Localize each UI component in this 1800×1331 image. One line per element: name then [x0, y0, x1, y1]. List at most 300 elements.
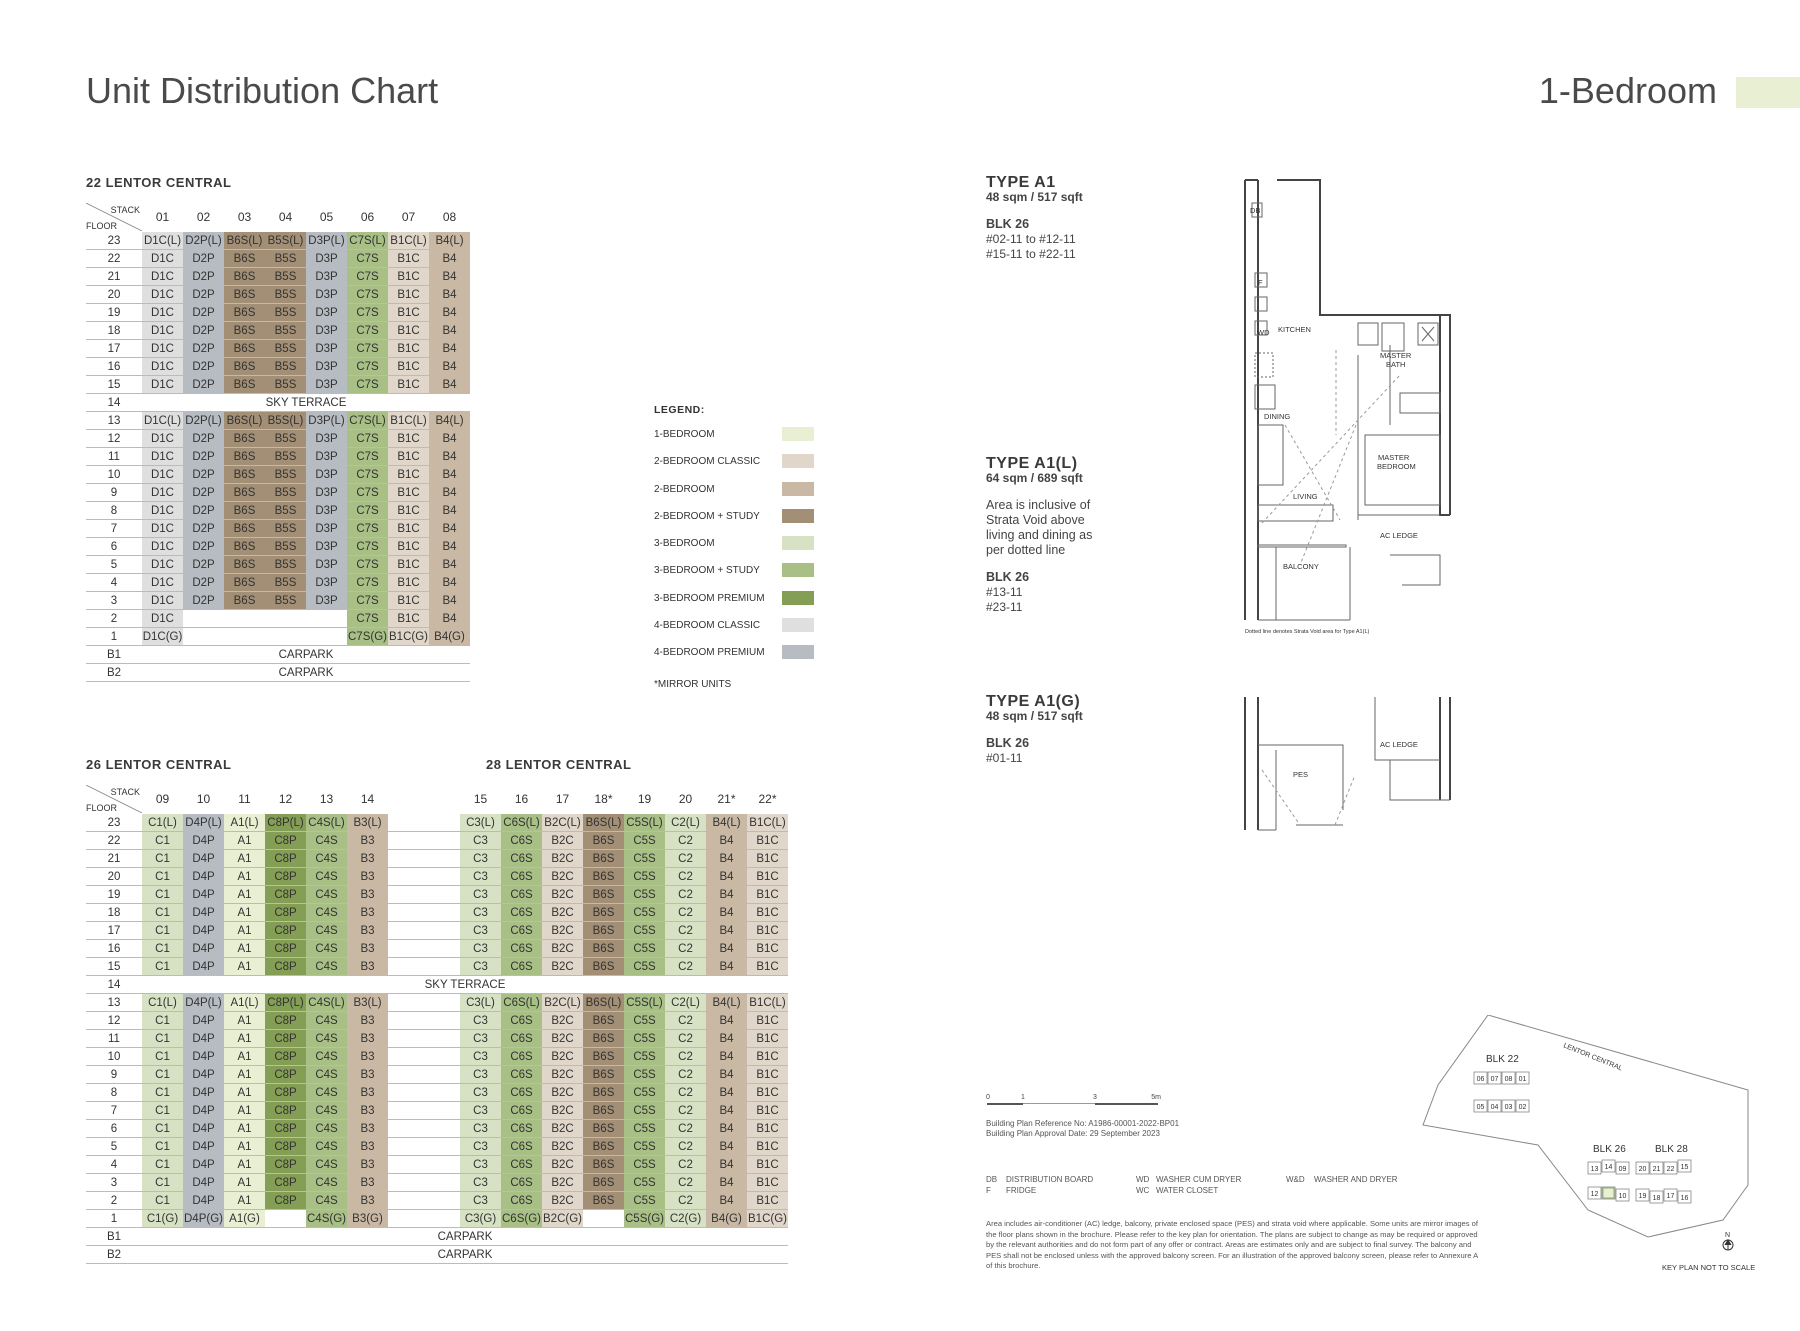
- unit-cell: B4: [706, 1030, 747, 1048]
- floor-number: 18: [86, 322, 142, 340]
- unit-cell: [306, 610, 347, 628]
- unit-cell: C4S(L): [306, 814, 347, 832]
- unit-cell: [388, 1048, 460, 1066]
- unit-cell: A1: [224, 904, 265, 922]
- unit-cell: B1C: [747, 886, 788, 904]
- unit-cell: D4P: [183, 1048, 224, 1066]
- unit-cell: C2: [665, 1192, 706, 1210]
- unit-cell: B5S: [265, 322, 306, 340]
- legend-label: 3-BEDROOM PREMIUM: [654, 592, 765, 604]
- unit-cell: [388, 1138, 460, 1156]
- stack-number: 11: [224, 785, 265, 814]
- unit-cell: C6S: [501, 1120, 542, 1138]
- unit-cell: C7S(L): [347, 232, 388, 250]
- unit-cell: B5S: [265, 340, 306, 358]
- unit-cell: C5S: [624, 1156, 665, 1174]
- plan-label-master-bedroom: MASTER: [1378, 453, 1410, 462]
- unit-cell: B3: [347, 1012, 388, 1030]
- unit-cell: B1C: [747, 1192, 788, 1210]
- unit-cell: B1C: [388, 250, 429, 268]
- unit-cell: A1: [224, 1120, 265, 1138]
- table-row: [86, 1138, 788, 1156]
- unit-cell: B4(G): [429, 628, 470, 646]
- unit-cell: D1C(L): [142, 412, 183, 430]
- unit-cell: B5S: [265, 304, 306, 322]
- unit-cell: B2C: [542, 1012, 583, 1030]
- unit-cell: B1C: [388, 376, 429, 394]
- floor-number: 9: [86, 1066, 142, 1084]
- unit-cell: B6S: [224, 250, 265, 268]
- unit-cell: B2C: [542, 850, 583, 868]
- unit-cell: C7S: [347, 250, 388, 268]
- unit-cell: B6S(L): [224, 232, 265, 250]
- row-span-label: CARPARK: [142, 1228, 788, 1246]
- unit-cell: C6S: [501, 940, 542, 958]
- unit-cell: C8P: [265, 940, 306, 958]
- keyplan-blk28: BLK 28: [1655, 1144, 1688, 1155]
- unit-cell: B2C: [542, 1192, 583, 1210]
- plan-label-kitchen: KITCHEN: [1278, 325, 1311, 334]
- north-arrow-icon: [1723, 1240, 1733, 1250]
- keyplan-unit-number: 12: [1590, 1191, 1599, 1198]
- stack-number: 08: [429, 203, 470, 232]
- unit-cell: C8P: [265, 1192, 306, 1210]
- unit-cell: B3(L): [347, 994, 388, 1012]
- unit-cell: C5S: [624, 904, 665, 922]
- legend-item: [654, 538, 814, 565]
- unit-cell: C4S: [306, 886, 347, 904]
- unit-cell: D3P(L): [306, 412, 347, 430]
- scale-tick-label: 5m: [1151, 1094, 1161, 1101]
- unit-cell: C3: [460, 958, 501, 976]
- unit-cell: B6S: [583, 1012, 624, 1030]
- unit-cell: B6S: [583, 1174, 624, 1192]
- unit-cell: B3: [347, 922, 388, 940]
- unit-cell: C4S(G): [306, 1210, 347, 1228]
- bp-date-line: Building Plan Approval Date: 29 September 2023: [986, 1129, 1160, 1138]
- unit-cell: B1C: [747, 832, 788, 850]
- unit-cell: C6S: [501, 958, 542, 976]
- unit-cell: B2C(L): [542, 994, 583, 1012]
- unit-cell: [183, 610, 224, 628]
- legend-note: *MIRROR UNITS: [654, 678, 732, 690]
- table-row: [86, 466, 470, 484]
- floor-number: 1: [86, 628, 142, 646]
- unit-cell: C7S(L): [347, 412, 388, 430]
- unit-cell: B1C(L): [747, 994, 788, 1012]
- unit-cell: B5S: [265, 520, 306, 538]
- unit-cell: D1C: [142, 448, 183, 466]
- floor-number: 11: [86, 1030, 142, 1048]
- unit-cell: D1C: [142, 574, 183, 592]
- keyplan-unit-number: 01: [1518, 1076, 1527, 1083]
- unit-cell: D1C(G): [142, 628, 183, 646]
- abbr-value: FRIDGE: [1006, 1186, 1037, 1195]
- unit-cell: B2C: [542, 1066, 583, 1084]
- unit-cell: A1: [224, 868, 265, 886]
- unit-cell: B2C: [542, 1156, 583, 1174]
- stack-label: STACK: [110, 205, 140, 215]
- type-a1-size: 48 sqm / 517 sqft: [986, 190, 1083, 204]
- unit-cell: C1: [142, 1030, 183, 1048]
- stack-number: 05: [306, 203, 347, 232]
- plan-g-label-ac-ledge: AC LEDGE: [1380, 740, 1418, 749]
- unit-cell: B1C: [747, 1048, 788, 1066]
- floor-number: 13: [86, 994, 142, 1012]
- unit-cell: B1C: [388, 430, 429, 448]
- unit-cell: [388, 1030, 460, 1048]
- unit-cell: B4: [429, 592, 470, 610]
- unit-cell: B5S: [265, 502, 306, 520]
- plan-label-wd: WD: [1257, 328, 1270, 337]
- table-row: [86, 592, 470, 610]
- unit-cell: B4: [706, 1084, 747, 1102]
- unit-cell: D4P: [183, 940, 224, 958]
- type-a1-units: #15-11 to #22-11: [986, 247, 1076, 261]
- unit-cell: [388, 940, 460, 958]
- unit-cell: B5S(L): [265, 232, 306, 250]
- unit-cell: D4P: [183, 1138, 224, 1156]
- unit-cell: B1C: [747, 958, 788, 976]
- unit-cell: D4P: [183, 1156, 224, 1174]
- unit-cell: B3: [347, 868, 388, 886]
- unit-cell: C2: [665, 1174, 706, 1192]
- unit-cell: B4: [706, 922, 747, 940]
- unit-cell: C7S: [347, 304, 388, 322]
- unit-cell: B6S: [224, 358, 265, 376]
- unit-cell: A1: [224, 850, 265, 868]
- unit-cell: D4P: [183, 1102, 224, 1120]
- keyplan-unit-number: 02: [1518, 1104, 1527, 1111]
- unit-cell: C4S: [306, 1066, 347, 1084]
- unit-cell: B2C: [542, 1102, 583, 1120]
- unit-cell: D2P: [183, 286, 224, 304]
- desc-line: Strata Void above: [986, 513, 1085, 527]
- unit-cell: C6S: [501, 832, 542, 850]
- floor-number: 23: [86, 232, 142, 250]
- unit-cell: C5S(G): [624, 1210, 665, 1228]
- unit-cell: B6S(L): [583, 994, 624, 1012]
- stack-number: 10: [183, 785, 224, 814]
- floor-number: B2: [86, 664, 142, 682]
- unit-cell: A1: [224, 1030, 265, 1048]
- unit-cell: C5S: [624, 1030, 665, 1048]
- north-arrow-label: N: [1725, 1232, 1731, 1239]
- unit-cell: D4P: [183, 850, 224, 868]
- stack-number: 14: [347, 785, 388, 814]
- unit-cell: C6S: [501, 1102, 542, 1120]
- unit-cell: B1C: [388, 358, 429, 376]
- unit-cell: C7S: [347, 430, 388, 448]
- plan-label-master-bath: MASTER: [1380, 351, 1412, 360]
- floor-number: 22: [86, 832, 142, 850]
- unit-cell: B3(L): [347, 814, 388, 832]
- unit-cell: C5S: [624, 1138, 665, 1156]
- unit-cell: A1: [224, 1192, 265, 1210]
- unit-cell: B6S: [583, 886, 624, 904]
- unit-cell: C4S: [306, 1120, 347, 1138]
- stack-header-row: [86, 203, 470, 232]
- unit-cell: C8P: [265, 1156, 306, 1174]
- category-color-bar: [1736, 77, 1800, 108]
- unit-cell: B4: [706, 940, 747, 958]
- unit-cell: D4P: [183, 1120, 224, 1138]
- unit-cell: C6S: [501, 1156, 542, 1174]
- abbr-value: DISTRIBUTION BOARD: [1006, 1175, 1094, 1184]
- unit-cell: C2(G): [665, 1210, 706, 1228]
- floor-number: 4: [86, 1156, 142, 1174]
- unit-cell: C5S: [624, 958, 665, 976]
- unit-cell: C5S: [624, 1048, 665, 1066]
- unit-cell: D4P: [183, 1012, 224, 1030]
- type-a1l-description: [986, 498, 1092, 558]
- unit-cell: B6S(L): [583, 814, 624, 832]
- floor-number: 3: [86, 1174, 142, 1192]
- unit-cell: B1C: [388, 484, 429, 502]
- unit-cell: [388, 904, 460, 922]
- floor-number: 23: [86, 814, 142, 832]
- type-a1-info: [986, 175, 1083, 262]
- floor-number: 4: [86, 574, 142, 592]
- row-span-label: CARPARK: [142, 1246, 788, 1264]
- scale-tick-label: 3: [1093, 1094, 1097, 1101]
- unit-cell: [388, 850, 460, 868]
- unit-cell: C2: [665, 904, 706, 922]
- floor-number: 19: [86, 886, 142, 904]
- unit-cell: C4S: [306, 1030, 347, 1048]
- keyplan-unit-number: 03: [1504, 1104, 1513, 1111]
- unit-cell: C2: [665, 886, 706, 904]
- unit-cell: D4P(L): [183, 994, 224, 1012]
- floor-number: 19: [86, 304, 142, 322]
- unit-cell: B5S: [265, 556, 306, 574]
- unit-cell: C7S: [347, 520, 388, 538]
- unit-cell: C1: [142, 940, 183, 958]
- unit-cell: C2: [665, 832, 706, 850]
- unit-cell: D4P: [183, 1066, 224, 1084]
- unit-cell: C4S: [306, 1084, 347, 1102]
- legend-title: LEGEND:: [654, 404, 705, 416]
- unit-cell: C3: [460, 850, 501, 868]
- unit-cell: A1: [224, 1066, 265, 1084]
- unit-cell: C1: [142, 904, 183, 922]
- unit-cell: C5S: [624, 1066, 665, 1084]
- unit-cell: B1C: [747, 1066, 788, 1084]
- unit-cell: B4: [429, 250, 470, 268]
- unit-cell: C5S: [624, 922, 665, 940]
- unit-cell: B5S: [265, 448, 306, 466]
- unit-cell: C4S: [306, 1192, 347, 1210]
- floor-number: 14: [86, 976, 142, 994]
- table-row: [86, 412, 470, 430]
- plan-label-living: LIVING: [1293, 492, 1318, 501]
- table-row: [86, 1066, 788, 1084]
- unit-cell: D2P: [183, 556, 224, 574]
- unit-cell: [388, 886, 460, 904]
- unit-cell: A1(L): [224, 994, 265, 1012]
- floor-number: 12: [86, 430, 142, 448]
- legend-item: [654, 484, 814, 511]
- unit-cell: A1: [224, 1084, 265, 1102]
- building-plan-reference: [986, 1119, 1179, 1139]
- unit-cell: C8P(L): [265, 814, 306, 832]
- unit-cell: C2: [665, 1102, 706, 1120]
- unit-cell: C1: [142, 1012, 183, 1030]
- unit-cell: C5S: [624, 850, 665, 868]
- unit-cell: C6S: [501, 1192, 542, 1210]
- table-row: [86, 1012, 788, 1030]
- desc-line: living and dining as: [986, 528, 1093, 542]
- unit-cell: C5S: [624, 1192, 665, 1210]
- table-row: [86, 922, 788, 940]
- scale-bar: [986, 1091, 1166, 1117]
- unit-cell: D4P: [183, 868, 224, 886]
- legend-item: [654, 456, 814, 483]
- unit-cell: B2C(G): [542, 1210, 583, 1228]
- unit-cell: C4S: [306, 1174, 347, 1192]
- table-row: [86, 538, 470, 556]
- unit-cell: C1: [142, 868, 183, 886]
- unit-cell: B1C: [388, 286, 429, 304]
- floor-number: 18: [86, 904, 142, 922]
- table-row: [86, 1192, 788, 1210]
- unit-cell: B6S: [583, 958, 624, 976]
- stack-number: 03: [224, 203, 265, 232]
- unit-cell: B6S: [583, 868, 624, 886]
- unit-cell: D1C: [142, 250, 183, 268]
- unit-cell: C2: [665, 1048, 706, 1066]
- unit-cell: B4: [429, 268, 470, 286]
- unit-cell: C1: [142, 832, 183, 850]
- unit-cell: B5S: [265, 538, 306, 556]
- unit-cell: C3: [460, 1084, 501, 1102]
- unit-cell: C2(L): [665, 814, 706, 832]
- unit-cell: C8P: [265, 1102, 306, 1120]
- abbr-key: WD: [1136, 1175, 1150, 1184]
- table-row: [86, 850, 788, 868]
- unit-cell: B4(L): [706, 814, 747, 832]
- stack-header-row: [86, 785, 788, 814]
- unit-cell: B1C: [747, 904, 788, 922]
- unit-cell: B5S: [265, 376, 306, 394]
- table-row: [86, 814, 788, 832]
- table-row: [86, 940, 788, 958]
- unit-cell: C4S: [306, 1102, 347, 1120]
- unit-cell: B1C: [388, 268, 429, 286]
- type-a1g-block: BLK 26: [986, 736, 1030, 750]
- unit-cell: D2P: [183, 484, 224, 502]
- legend-item: [654, 429, 814, 456]
- unit-cell: B4: [706, 1048, 747, 1066]
- unit-cell: B2C: [542, 886, 583, 904]
- unit-cell: [265, 1210, 306, 1228]
- unit-cell: B4: [429, 520, 470, 538]
- unit-cell: C7S: [347, 538, 388, 556]
- unit-cell: C6S: [501, 850, 542, 868]
- unit-cell: [388, 1066, 460, 1084]
- unit-cell: D1C: [142, 286, 183, 304]
- unit-cell: A1: [224, 1156, 265, 1174]
- unit-cell: C7S: [347, 484, 388, 502]
- table-row: [86, 322, 470, 340]
- unit-cell: C1: [142, 1084, 183, 1102]
- unit-cell: C2(L): [665, 994, 706, 1012]
- type-a1-block: BLK 26: [986, 217, 1030, 231]
- unit-cell: C2: [665, 868, 706, 886]
- unit-cell: C2: [665, 850, 706, 868]
- floor-number: B2: [86, 1246, 142, 1264]
- unit-cell: D4P: [183, 1174, 224, 1192]
- floor-number: 5: [86, 556, 142, 574]
- unit-cell: B4(G): [706, 1210, 747, 1228]
- unit-cell: C6S: [501, 904, 542, 922]
- unit-cell: C3(G): [460, 1210, 501, 1228]
- unit-cell: B4: [429, 286, 470, 304]
- unit-cell: B4: [429, 358, 470, 376]
- floor-number: 20: [86, 286, 142, 304]
- unit-cell: B4: [429, 340, 470, 358]
- unit-cell: C5S: [624, 1174, 665, 1192]
- unit-cell: B6S: [583, 1084, 624, 1102]
- unit-cell: B3: [347, 1138, 388, 1156]
- unit-cell: B4: [706, 1102, 747, 1120]
- unit-cell: C1(G): [142, 1210, 183, 1228]
- floor-number: 20: [86, 868, 142, 886]
- unit-cell: C2: [665, 1030, 706, 1048]
- table-row: [86, 520, 470, 538]
- unit-cell: C8P: [265, 886, 306, 904]
- table-row: [86, 250, 470, 268]
- unit-cell: C1(L): [142, 814, 183, 832]
- legend-label: 2-BEDROOM CLASSIC: [654, 456, 761, 468]
- type-a1l-block: BLK 26: [986, 570, 1030, 584]
- unit-cell: C5S(L): [624, 994, 665, 1012]
- unit-cell: A1(G): [224, 1210, 265, 1228]
- unit-cell: C3: [460, 904, 501, 922]
- legend-label: 2-BEDROOM: [654, 483, 715, 495]
- floor-number: 15: [86, 958, 142, 976]
- unit-cell: B4: [706, 1192, 747, 1210]
- keyplan-unit-number: 04: [1490, 1104, 1499, 1111]
- keyplan-unit-number: 17: [1666, 1193, 1675, 1200]
- unit-cell: B6S: [583, 922, 624, 940]
- unit-cell: C8P: [265, 1084, 306, 1102]
- unit-cell: C4S: [306, 904, 347, 922]
- unit-cell: C7S: [347, 556, 388, 574]
- floor-number: 13: [86, 412, 142, 430]
- unit-cell: C4S: [306, 868, 347, 886]
- unit-cell: C3: [460, 868, 501, 886]
- unit-cell: D3P: [306, 520, 347, 538]
- unit-cell: B3: [347, 1156, 388, 1174]
- type-a1g-units: #01-11: [986, 751, 1023, 765]
- table-row: [86, 1210, 788, 1228]
- plan-label-db: DB: [1250, 206, 1261, 215]
- unit-cell: D2P: [183, 322, 224, 340]
- unit-cell: B6S: [583, 1030, 624, 1048]
- unit-cell: B1C: [747, 1156, 788, 1174]
- floor-number: 16: [86, 940, 142, 958]
- unit-cell: C3: [460, 1048, 501, 1066]
- unit-cell: B6S: [224, 484, 265, 502]
- unit-cell: C6S: [501, 1084, 542, 1102]
- unit-cell: B4: [706, 904, 747, 922]
- scale-tick-label: 1: [1021, 1094, 1025, 1101]
- unit-cell: [388, 1102, 460, 1120]
- block26-28-distribution-table: [86, 785, 788, 1264]
- legend-item: [654, 565, 814, 592]
- unit-cell: B1C(G): [388, 628, 429, 646]
